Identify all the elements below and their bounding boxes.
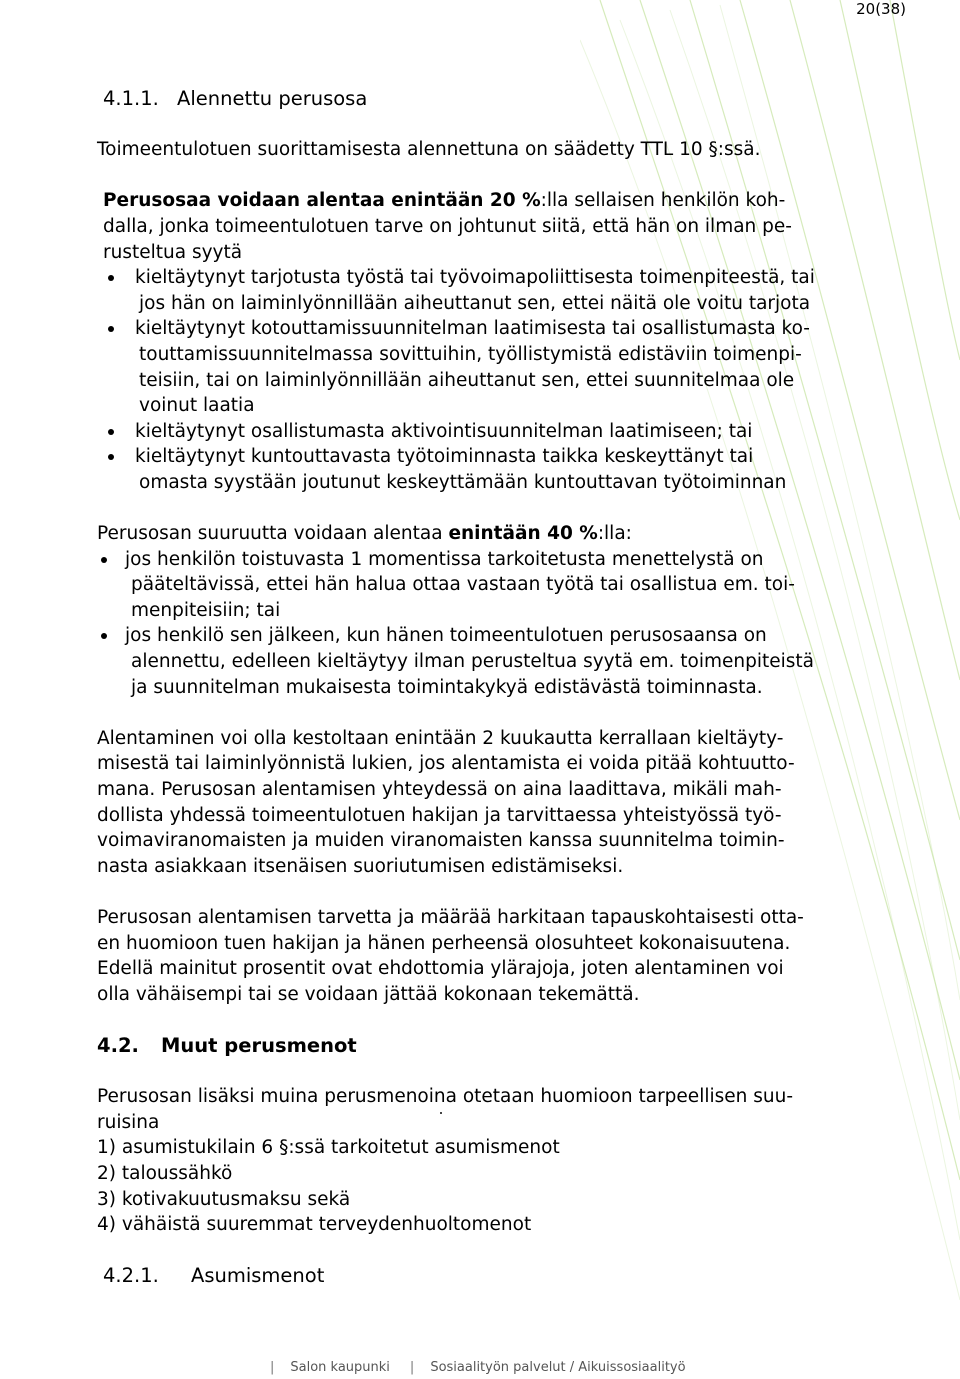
paragraph-20-percent [97, 188, 907, 265]
list-item: 2) taloussähkö [97, 1162, 233, 1184]
footer-city: Salon kaupunki [290, 1360, 390, 1375]
list-item: jos henkilön toistuvasta 1 momentissa tarkoitetusta menettelystä on pääteltävissä, ettei hän halua ottaa vastaan työtä tai osallistua em. toi- menpiteisiin; tai [97, 547, 907, 624]
paragraph-duration: Alentaminen voi olla kestoltaan enintään 2 kuukautta kerrallaan kieltäyty- misestä tai laiminlyönnistä lukien, jos alentamista ei voida pitää kohtuutto- mana. Perusosan alentamisen yhteydessä on aina laadittava, mikäli mah- dollista yhdessä toimeentulotuen hakijan ja tarvittaessa yhteistyössä työ- voimaviranomaisten ja muiden viranomaisten kanssa suunnitelma toimin- nasta asiakkaan itsenäisen suoriutumisen edistämiseksi. [97, 727, 795, 877]
section-number: 4.2.1. [103, 1264, 159, 1288]
document-body [97, 86, 907, 1289]
bullet-list-40-percent [97, 547, 907, 701]
footer-divider: | [270, 1360, 275, 1375]
bullet-list-20-percent [97, 265, 907, 495]
p20-line-1: Perusosaa voidaan alentaa enintään 20 %:lla sellaisen henkilön koh- [103, 190, 786, 212]
intro-paragraph: Toimeentulotuen suorittamisesta alennettuna on säädetty TTL 10 §:ssä. [97, 139, 761, 161]
p20-bold: Perusosaa voidaan alentaa enintään 20 % [103, 190, 541, 212]
section-title: Muut perusmenot [161, 1033, 357, 1057]
paragraph-40-percent: Perusosan suuruutta voidaan alentaa enintään 40 %:lla: [97, 523, 632, 545]
p20-line-3: rusteltua syytä [103, 241, 243, 263]
footer-divider: | [409, 1360, 415, 1375]
list-item: 3) kotivakuutusmaksu sekä [97, 1188, 351, 1210]
p20-line-2: dalla, jonka toimeentulotuen tarve on johtunut siitä, että hän on ilman pe- [103, 215, 792, 237]
footer-department: Sosiaalityön palvelut / Aikuissosiaalityö [430, 1360, 686, 1375]
list-item: kieltäytynyt kotouttamissuunnitelman laatimisesta tai osallistumasta ko- touttamissuunnitelmassa sovittuihin, työllistymistä edistäviin toimenpi- teisiin, tai on laiminlyönnillään aiheuttanut sen, ettei suunnitelmaa ole voinut laatia [97, 316, 907, 418]
paragraph-other-expenses: Perusosan lisäksi muina perusmenoina otetaan huomioon tarpeellisen suu- ruisina [97, 1086, 793, 1133]
page-footer [270, 1360, 686, 1376]
paragraph-need-assessment: Perusosan alentamisen tarvetta ja määrää harkitaan tapauskohtaisesti otta- en huomioon tuen hakijan ja hänen perheensä olosuhteet kokonaisuutena. Edellä mainitut prosentit ovat ehdottomia ylärajoja, joten alentaminen voi olla vähäisempi tai se voidaan jättää kokonaan tekemättä. [97, 907, 804, 1005]
section-heading-4-1-1 [103, 86, 907, 112]
list-item: kieltäytynyt osallistumasta aktivointisuunnitelman laatimiseen; tai [97, 419, 907, 445]
section-number: 4.2. [97, 1033, 139, 1057]
list-item: jos henkilö sen jälkeen, kun hänen toimeentulotuen perusosaansa on alennettu, edelleen kieltäytyy ilman perusteltua syytä em. toimenpiteistä ja suunnitelman mukaisesta toimintakykyä edistävästä toiminnasta. [97, 623, 907, 700]
list-item: kieltäytynyt tarjotusta työstä tai työvoimapoliittisesta toimenpiteestä, tai jos hän on laiminlyönnillään aiheuttanut sen, ettei näitä ole voitu tarjota [97, 265, 907, 316]
numbered-expense-list [97, 1135, 907, 1237]
section-heading-4-2-1 [103, 1263, 907, 1289]
list-item: 1) asumistukilain 6 §:ssä tarkoitetut asumismenot [97, 1137, 560, 1159]
section-heading-4-2 [97, 1033, 907, 1059]
list-item: 4) vähäistä suuremmat terveydenhuoltomenot [97, 1214, 532, 1236]
section-title: Alennettu perusosa [177, 87, 368, 110]
section-title: Asumismenot [191, 1264, 325, 1288]
page-number: 20(38) [856, 0, 906, 18]
stray-dot [440, 1112, 442, 1114]
list-item: kieltäytynyt kuntouttavasta työtoiminnasta taikka keskeyttänyt tai omasta syystään joutunut keskeyttämään kuntouttavan työtoiminnan [97, 444, 907, 495]
section-number: 4.1.1. [103, 87, 159, 110]
p40-bold: enintään 40 % [448, 523, 598, 545]
